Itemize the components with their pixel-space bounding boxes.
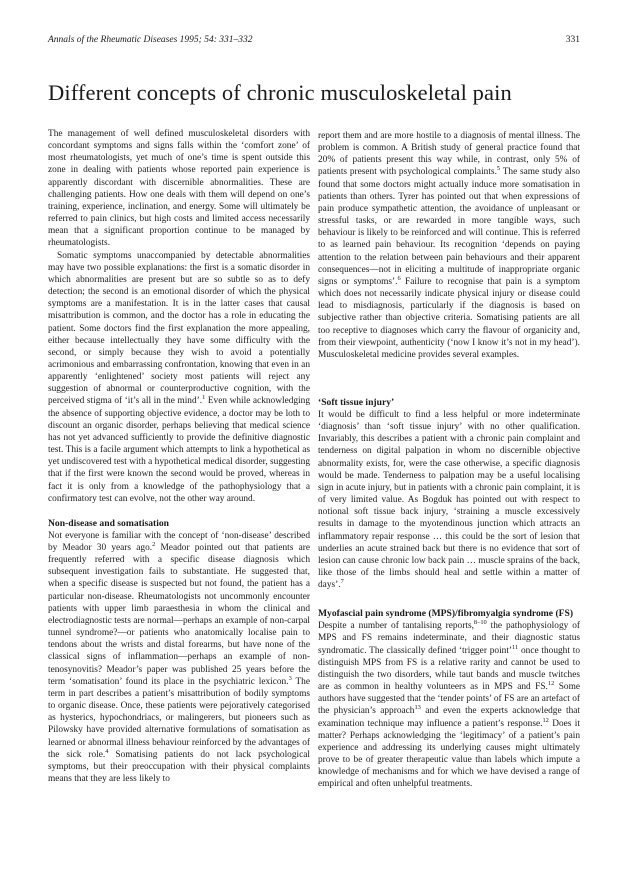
left-column (48, 128, 310, 785)
paragraph: Despite a number of tantalising reports,$^{8-10}$ the pathophysiology of MPS and FS remains indeterminate, and their diagnostic status syndromatic. The classically defined ‘trigger point’$^{11}$ once thought to distinguish MPS from FS is a relative rarity and cannot be used to distinguish the two disorders, while taut bands and muscle twitches are as common in healthy volunteers as in MPS and FS.$^{12}$ Some authors have suggested that the ‘tender points’ of FS are an artefact of the physician’s approach$^{13}$ and even the experts acknowledge that examination technique may influence a patient’s response.$^{12}$ Does it matter? Perhaps acknowledging the ‘legitimacy’ of a patient’s pain experience and addressing its underlying causes might ultimately prove to be of greater therapeutic value than labels which impute a knowledge of mechanisms and for which we have devised a range of empirical and often unhelpful treatments. (318, 619, 581, 790)
reference-marker: 3 (288, 674, 292, 682)
reference-marker: 12 (547, 679, 555, 687)
paragraph: report them and are more hostile to a diagnosis of mental illness. The problem is common. A British study of general practice found that 20% of patients present this way while, in contrast, only 5% of patients present with psychological complaints.$^5$ The same study also found that some doctors might actually induce more somatisation in patients than others. Tyrer has pointed out that when expressions of pain produce sympathetic attention, the avoidance of unpleasant or stressful tasks, or are rewarded in more tangible ways, such behaviour is likely to be reinforced and will continue. This is referred to as learned pain behaviour. Its recognition ‘depends on paying attention to the relation between pain behaviours and their apparent consequences—not in eliciting a multitude of inappropriate organic signs or symptoms’.$^6$ Failure to recognise that pain is a symptom which does not necessarily indicate physical injury or disease could lead to misdiagnosis, particularly if the diagnosis is based on subjective rather than objective criteria. Somatising patients are all too receptive to diagnoses which carry the flavour of organicity and, from their viewpoint, authenticity (‘now I know it’s not in my head’). Musculoskeletal medicine provides several examples. (318, 131, 580, 360)
reference-marker: 11 (512, 643, 519, 651)
journal-citation: Annals of the Rheumatic Diseases 1995; 54: 331–332 (48, 35, 253, 45)
reference-marker: 7 (340, 578, 344, 586)
reference-marker: 8–10 (473, 619, 487, 627)
running-header (48, 35, 580, 47)
section-heading: Myofascial pain syndrome (MPS)/fibromyalgia syndrome (FS) (318, 608, 574, 620)
reference-marker: 1 (202, 394, 206, 402)
reference-marker: 4 (105, 747, 109, 755)
article-title: Different concepts of chronic musculoskeletal pain (48, 80, 512, 105)
reference-marker: 2 (152, 540, 156, 548)
paragraph: Not everyone is familiar with the concept of ‘non-disease’ described by Meador 30 years ago.$^2$ Meador pointed out that patients are frequently referred with a specific disease diagnosis which subsequent investigation fails to substantiate. He suggested that, when a specific disease is suspected but not found, the patient has a particular non-disease. Rheumatologists not uncommonly encounter patients with upper limb paraesthesia in whom the clinical and electrodiagnostic tests are normal—perhaps an example of non-carpal tunnel syndrome?—or patients who anatomically localise pain to tendons about the wrists and distal forearms, but have none of the classical signs of inflammation—perhaps an example of non-tenosynovitis? Meador’s paper was published 25 years before the term ‘somatisation’ found its place in the psychiatric lexicon.$^3$ The term in part describes a patient’s misattribution of bodily symptoms to organic disease. Once, these patients were pejoratively categorised as hysterics, hypochondriacs, or malingerers, but pioneers such as Pilowsky have provided alternative formulations of somatisation as learned or abnormal illness behaviour reinforced by the advantages of the sick role.$^4$ Somatising patients do not lack psychological symptoms, but their preoccupation with their physical complaints means that they are less likely to (48, 530, 310, 784)
section-heading: Non-disease and somatisation (48, 517, 170, 529)
page-number: 331 (565, 35, 580, 45)
section-heading: ‘Soft tissue injury’ (318, 396, 395, 408)
paragraph: Somatic symptoms unaccompanied by detectable abnormalities may have two possible explanations: the first is a somatic disorder in which abnormalities are present but are so subtle so as to defy detection; the second is an emotional disorder of which the physical symptoms are a manifestation. It is in the latter cases that causal misattribution is common, and the doctor has a role in educating the patient. Some doctors find the first explanation the more appealing, either because intellectually they have some difficulty with the second, or simply because they wish to avoid a potentially acrimonious and embarrassing confrontation, knowing that even in an apparently ‘enlightened’ society most patients will reject any suggestion of abnormal or counterproductive cognition, with the perceived stigma of ‘it’s all in the mind’.$^1$ Even while acknowledging the absence of supporting objective evidence, a doctor may be loth to discount an organic disorder, perhaps believing that medical science has not yet advanced sufficiently to provide the definitive diagnostic test. This is a facile argument which attempts to link a hypothetical as yet undiscovered test with a hypothetical medical disorder, suggesting that if the first were known the second would be proved, whereas in fact it is only from a knowledge of the pathophysiology that a confirmatory test can evolve, not the other way around. (48, 250, 310, 504)
reference-marker: 12 (542, 716, 549, 724)
paragraph: It would be difficult to find a less helpful or more indeterminate ‘diagnosis’ than ‘soft tissue injury’ with no other qualification. Invariably, this describes a patient with a chronic pain complaint and tenderness on digital palpation in whom no discernible objective abnormality exists, for, were the case otherwise, a specific diagnosis would be made. Tenderness to palpation may be a useful localising sign in acute injury, but in patients with a chronic pain complaint, it is of very limited value. As Bogduk has pointed out with respect to notional soft tissue back injury, ‘straining a muscle excessively results in damage to the myotendinous junction which attracts an inflammatory repair response … this could be the sort of lesion that underlies an acute strained back but there is no evidence that sort of lesion can cause chronic low back pain … muscle sprains of the back, like those of the limbs should heal and settle within a matter of days’.$^7$ (318, 409, 580, 591)
reference-marker: 13 (414, 704, 421, 712)
paragraph: The management of well defined musculoskeletal disorders with concordant symptoms and signs falls within the ‘comfort zone’ of most rheumatologists, yet much of one’s time is spent outside this zone in dealing with patients whose reported pain experience is apparently discordant with discernible abnormalities. These are challenging patients. How one deals with them will depend on one’s training, experience, inclination, and energy. Some will ultimately be referred to pain clinics, but high costs and limited access necessarily mean that a significant proportion continue to be managed by rheumatologists. (48, 129, 310, 249)
reference-marker: 6 (397, 274, 401, 282)
reference-marker: 5 (496, 165, 501, 173)
right-column (318, 130, 580, 791)
